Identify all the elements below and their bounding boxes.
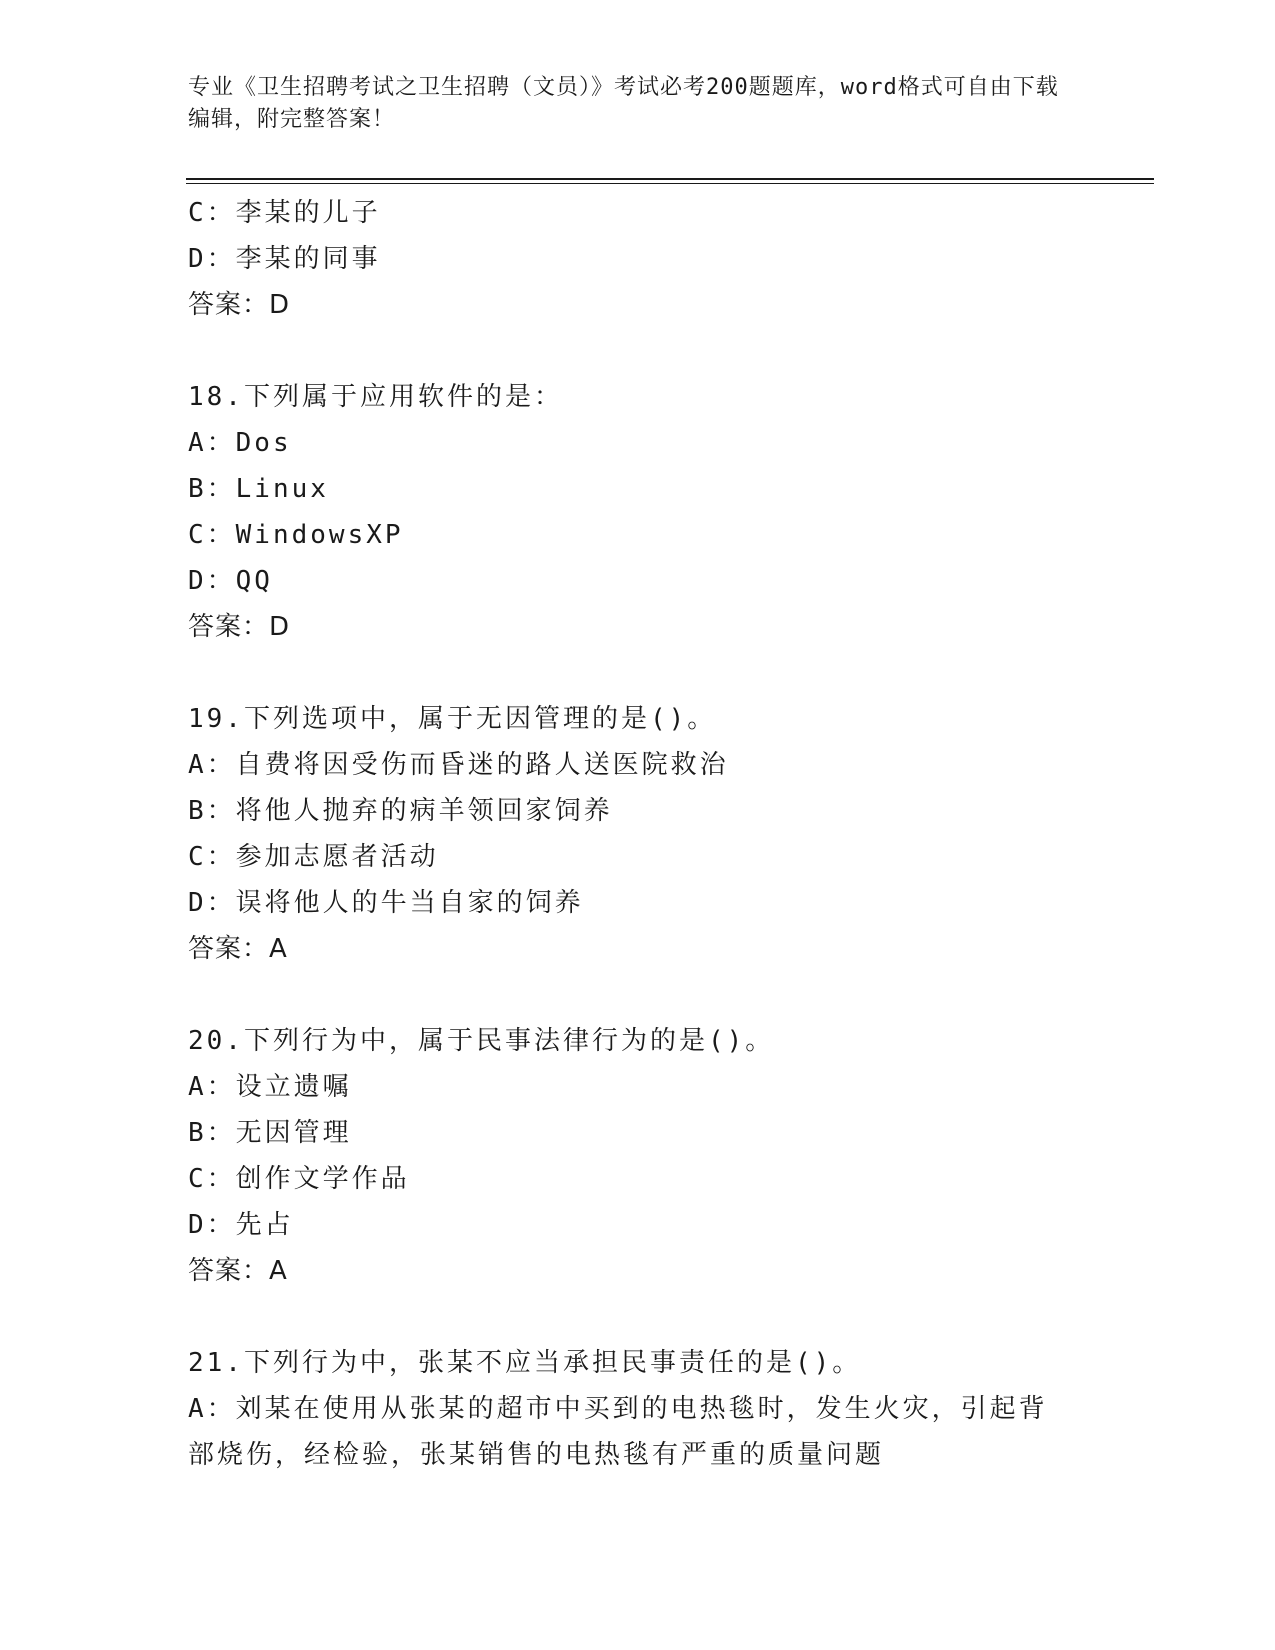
option-line: C：参加志愿者活动 xyxy=(188,842,439,872)
question-stem: 20.下列行为中，属于民事法律行为的是()。 xyxy=(188,1026,775,1056)
question-block-17 xyxy=(188,190,1088,328)
question-block-18 xyxy=(188,374,1088,650)
answer-line: 答案：A xyxy=(188,934,288,964)
option-line: D：先占 xyxy=(188,1210,294,1240)
answer-line: 答案：D xyxy=(188,290,291,320)
option-line: B：Linux xyxy=(188,474,329,504)
option-line: A：自费将因受伤而昏迷的路人送医院救治 xyxy=(188,750,729,780)
option-line: A：Dos xyxy=(188,428,292,458)
option-line: D：误将他人的牛当自家的饲养 xyxy=(188,888,584,918)
question-block-21 xyxy=(188,1340,1088,1478)
answer-line: 答案：A xyxy=(188,1256,288,1286)
question-stem: 21.下列行为中，张某不应当承担民事责任的是()。 xyxy=(188,1348,862,1378)
option-line: C：WindowsXP xyxy=(188,520,404,550)
option-line: A：设立遗嘱 xyxy=(188,1072,352,1102)
question-list xyxy=(188,190,1088,1478)
option-line: C：李某的儿子 xyxy=(188,198,381,228)
question-block-20 xyxy=(188,1018,1088,1294)
option-line: A：刘某在使用从张某的超市中买到的电热毯时，发生火灾，引起背部烧伤，经检验，张某销售的电热毯有严重的质量问题 xyxy=(188,1394,1048,1470)
option-line: C：创作文学作品 xyxy=(188,1164,410,1194)
question-stem: 18.下列属于应用软件的是： xyxy=(188,382,563,412)
question-stem: 19.下列选项中，属于无因管理的是()。 xyxy=(188,704,717,734)
header-rule-top xyxy=(186,178,1154,180)
document-header: 专业《卫生招聘考试之卫生招聘（文员）》考试必考200题题库，word格式可自由下载编辑，附完整答案！ xyxy=(188,75,1059,132)
header-rule-bottom xyxy=(186,183,1154,184)
option-line: D：QQ xyxy=(188,566,273,596)
question-block-19 xyxy=(188,696,1088,972)
option-line: B：无因管理 xyxy=(188,1118,352,1148)
option-line: D：李某的同事 xyxy=(188,244,381,274)
option-line: B：将他人抛弃的病羊领回家饲养 xyxy=(188,796,613,826)
answer-line: 答案：D xyxy=(188,612,291,642)
